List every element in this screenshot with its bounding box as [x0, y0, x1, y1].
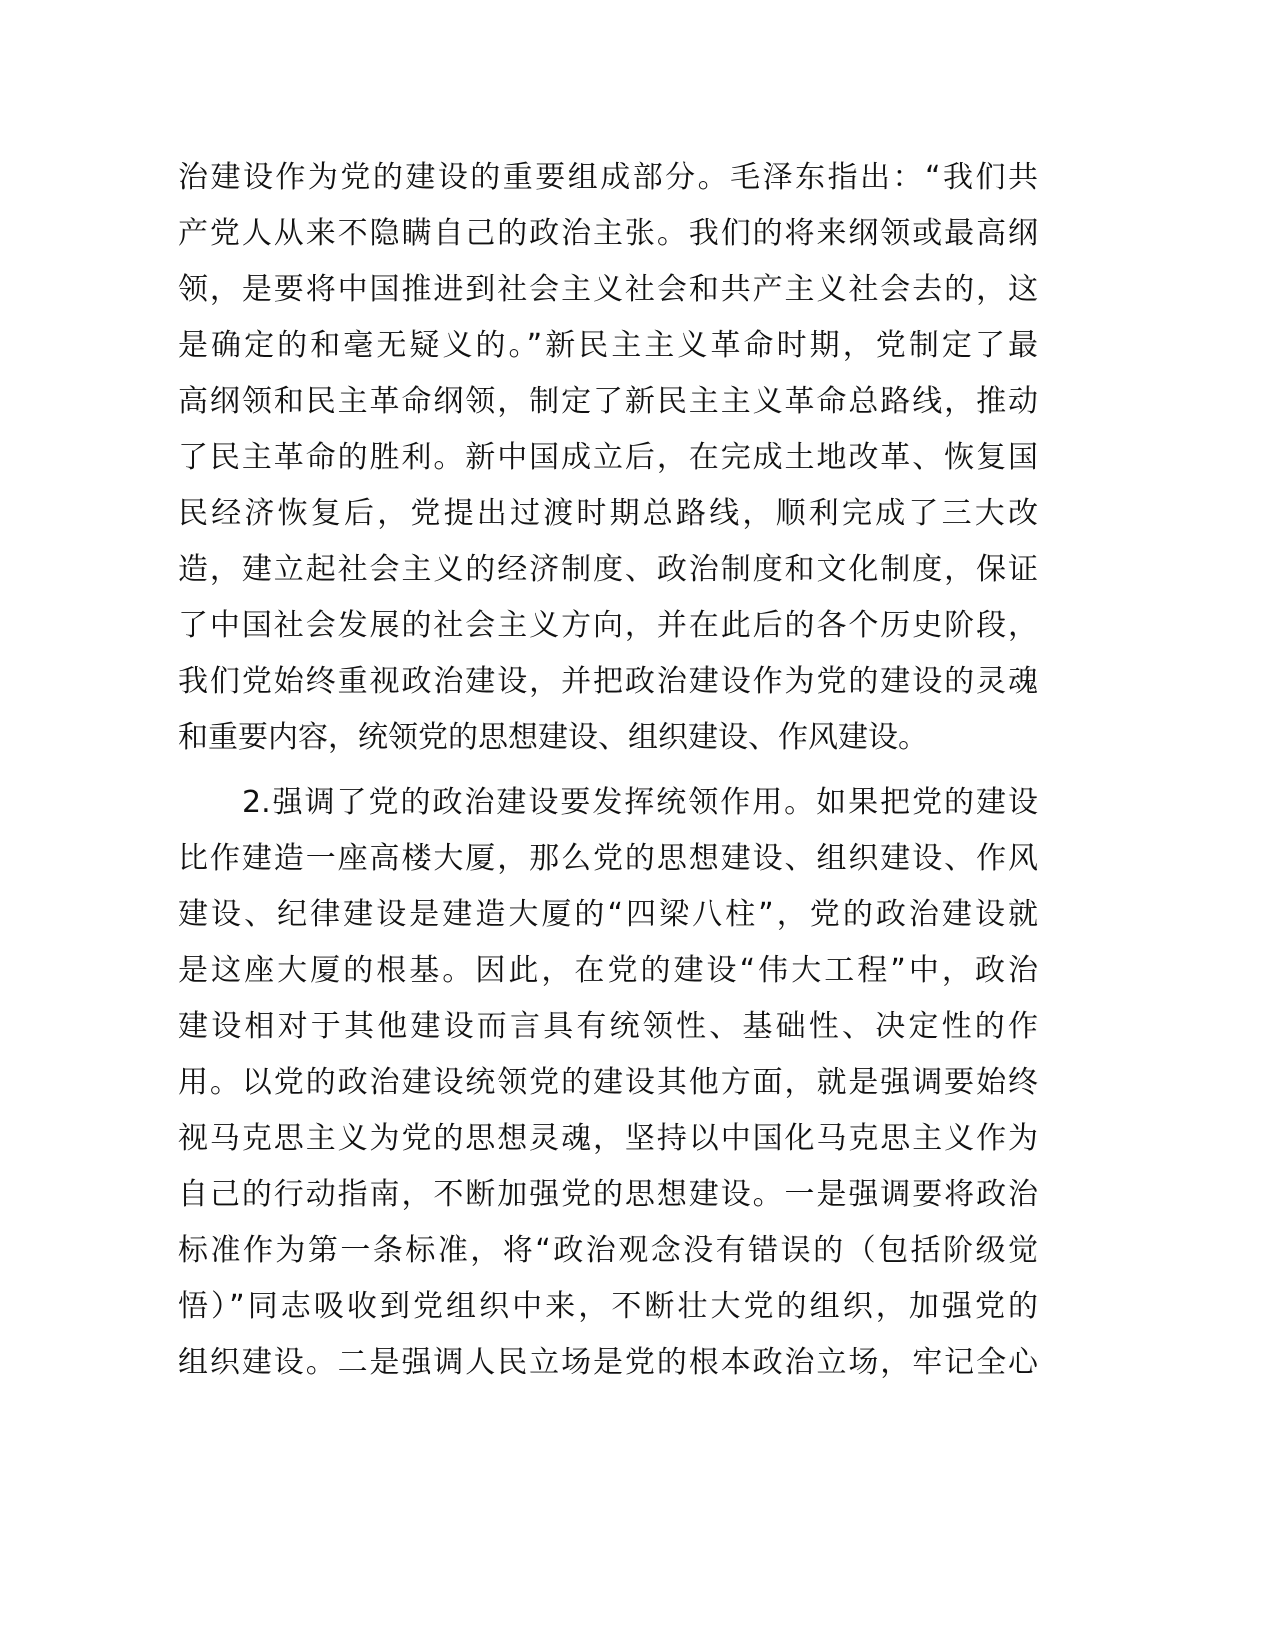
text-line: 高纲领和民主革命纲领，制定了新民主主义革命总路线，推动	[178, 384, 1038, 419]
text-line: 了中国社会发展的社会主义方向，并在此后的各个历史阶段，	[178, 608, 1038, 643]
text-line: 建设相对于其他建设而言具有统领性、基础性、决定性的作	[178, 1009, 1038, 1044]
text-line: 治建设作为党的建设的重要组成部分。毛泽东指出：“我们共	[178, 160, 1038, 195]
text-line: 悟）”同志吸收到党组织中来，不断壮大党的组织，加强党的	[178, 1289, 1038, 1324]
text-line: 是这座大厦的根基。因此，在党的建设“伟大工程”中，政治	[178, 953, 1038, 988]
text-line: 和重要内容，统领党的思想建设、组织建设、作风建设。	[178, 720, 928, 755]
text-line: 民经济恢复后，党提出过渡时期总路线，顺利完成了三大改	[178, 496, 1038, 531]
text-line: 比作建造一座高楼大厦，那么党的思想建设、组织建设、作风	[178, 841, 1038, 876]
text-line: 产党人从来不隐瞒自己的政治主张。我们的将来纲领或最高纲	[178, 216, 1038, 251]
text-line: 我们党始终重视政治建设，并把政治建设作为党的建设的灵魂	[178, 664, 1038, 699]
text-line: 了民主革命的胜利。新中国成立后，在完成土地改革、恢复国	[178, 440, 1038, 475]
text-line: 领，是要将中国推进到社会主义社会和共产主义社会去的，这	[178, 272, 1038, 307]
text-line: 组织建设。二是强调人民立场是党的根本政治立场，牢记全心	[178, 1345, 1038, 1380]
text-line: 建设、纪律建设是建造大厦的“四梁八柱”，党的政治建设就	[178, 897, 1038, 932]
paragraph-1	[178, 150, 1038, 766]
text-line: 造，建立起社会主义的经济制度、政治制度和文化制度，保证	[178, 552, 1038, 587]
body-text	[178, 150, 1038, 1391]
paragraph-2	[178, 775, 1038, 1391]
text-line: 自己的行动指南，不断加强党的思想建设。一是强调要将政治	[178, 1177, 1038, 1212]
text-line: 2.强调了党的政治建设要发挥统领作用。如果把党的建设	[242, 785, 1038, 820]
text-line: 视马克思主义为党的思想灵魂，坚持以中国化马克思主义作为	[178, 1121, 1038, 1156]
text-line: 用。以党的政治建设统领党的建设其他方面，就是强调要始终	[178, 1065, 1038, 1100]
text-line: 标准作为第一条标准，将“政治观念没有错误的（包括阶级觉	[178, 1233, 1038, 1268]
text-line: 是确定的和毫无疑义的。”新民主主义革命时期，党制定了最	[178, 328, 1038, 363]
